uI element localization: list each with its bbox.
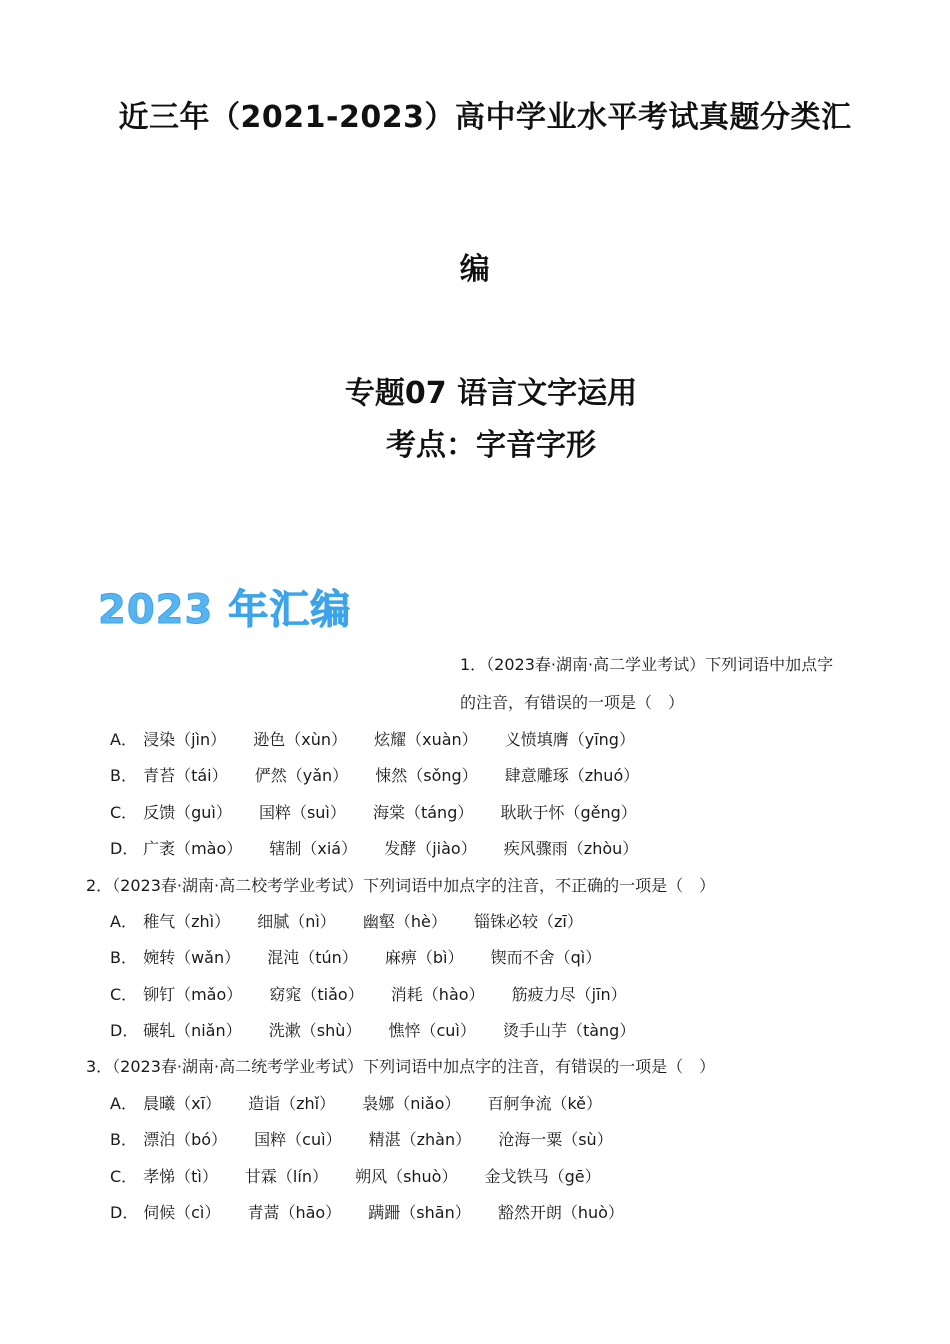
option-item: 发酵（jiào） — [384, 839, 477, 858]
option-item: 袅娜（niǎo） — [362, 1094, 461, 1113]
question-3-option-d — [110, 1200, 646, 1223]
option-item: 窈窕（tiǎo） — [269, 985, 364, 1004]
option-item: 碾轧（niǎn） — [143, 1021, 242, 1040]
question-2-option-a — [110, 909, 605, 932]
question-2-option-d — [110, 1018, 657, 1041]
question-1-stem-a: 1．（2023春·湖南·高二学业考试）下列词语中加点字 — [460, 655, 834, 674]
option-item: 铆钉（mǎo） — [143, 985, 243, 1004]
option-item: 消耗（hào） — [390, 985, 485, 1004]
option-letter: B． — [110, 1130, 137, 1149]
option-letter: C． — [110, 803, 138, 822]
option-item: 百舸争流（kě） — [487, 1094, 603, 1113]
option-item: 青苔（tái） — [143, 766, 228, 785]
option-letter: A． — [110, 1094, 137, 1113]
option-item: 耿耿于怀（gěng） — [500, 803, 637, 822]
option-item: 国粹（suì） — [258, 803, 346, 822]
option-item: 幽壑（hè） — [362, 912, 447, 931]
option-letter: B． — [110, 766, 137, 785]
option-item: 漂泊（bó） — [143, 1130, 228, 1149]
option-letter: C． — [110, 1167, 138, 1186]
option-item: 甘霖（lín） — [244, 1167, 328, 1186]
option-item: 浸染（jìn） — [143, 730, 227, 749]
option-item: 锱铢必较（zī） — [473, 912, 583, 931]
option-letter: A． — [110, 730, 137, 749]
question-3-stem: 3．（2023春·湖南·高二统考学业考试）下列词语中加点字的注音，有错误的一项是（ ） — [86, 1057, 716, 1076]
option-item: 青蒿（hāo） — [247, 1203, 342, 1222]
option-letter: D． — [110, 1021, 139, 1040]
question-1-option-a — [110, 727, 657, 750]
option-item: 洗漱（shù） — [268, 1021, 362, 1040]
question-3-option-a — [110, 1091, 624, 1114]
option-item: 肆意雕琢（zhuó） — [504, 766, 640, 785]
option-item: 国粹（cuì） — [254, 1130, 342, 1149]
option-letter: D． — [110, 1203, 139, 1222]
option-letter: D． — [110, 839, 139, 858]
option-item: 沧海一粟（sù） — [498, 1130, 613, 1149]
question-3-option-b — [110, 1127, 635, 1150]
option-item: 婉转（wǎn） — [143, 948, 241, 967]
option-item: 义愤填膺（yīng） — [504, 730, 635, 749]
option-item: 筋疲力尽（jīn） — [511, 985, 627, 1004]
point-title: 考点：字音字形 — [386, 428, 596, 463]
option-letter: A． — [110, 912, 137, 931]
option-item: 晨曦（xī） — [143, 1094, 222, 1113]
option-item: 稚气（zhì） — [143, 912, 231, 931]
option-item: 海棠（táng） — [372, 803, 474, 822]
question-3-option-c — [110, 1164, 623, 1187]
option-item: 逊色（xùn） — [253, 730, 347, 749]
option-item: 豁然开朗（huò） — [497, 1203, 624, 1222]
option-item: 憔悴（cuì） — [388, 1021, 476, 1040]
question-2-option-b — [110, 945, 623, 968]
question-1-option-c — [110, 800, 659, 823]
document-title-line-2: 编 — [459, 252, 491, 287]
topic-title: 专题07 语言文字运用 — [344, 376, 638, 411]
question-2-stem: 2．（2023春·湖南·高二校考学业考试）下列词语中加点字的注音，不正确的一项是（ ） — [86, 876, 716, 895]
option-item: 朔风（shuò） — [355, 1167, 458, 1186]
option-item: 辖制（xiá） — [269, 839, 358, 858]
option-item: 混沌（tún） — [267, 948, 358, 967]
option-item: 细腻（nì） — [257, 912, 336, 931]
document-title-line-1: 近三年（2021-2023）高中学业水平考试真题分类汇 — [118, 100, 852, 135]
option-letter: B． — [110, 948, 137, 967]
option-item: 伺候（cì） — [143, 1203, 221, 1222]
option-item: 精湛（zhàn） — [368, 1130, 472, 1149]
option-item: 孝悌（tì） — [143, 1167, 218, 1186]
option-item: 烫手山芋（tàng） — [502, 1021, 636, 1040]
option-item: 蹒跚（shān） — [368, 1203, 471, 1222]
option-item: 造诣（zhǐ） — [248, 1094, 336, 1113]
question-1-stem-b: 的注音，有错误的一项是（ ） — [460, 693, 685, 712]
option-item: 反馈（guì） — [143, 803, 232, 822]
option-item: 广袤（mào） — [143, 839, 243, 858]
question-1-option-b — [110, 763, 661, 786]
question-1-option-d — [110, 836, 660, 859]
option-item: 俨然（yǎn） — [254, 766, 349, 785]
option-item: 金戈铁马（gē） — [484, 1167, 601, 1186]
question-2-option-c — [110, 982, 649, 1005]
year-section-label: 2023 年汇编 — [98, 587, 352, 633]
option-item: 麻痹（bì） — [384, 948, 464, 967]
option-item: 炫耀（xuàn） — [374, 730, 478, 749]
option-item: 锲而不舍（qì） — [490, 948, 602, 967]
option-item: 悚然（sǒng） — [375, 766, 478, 785]
option-letter: C． — [110, 985, 138, 1004]
option-item: 疾风骤雨（zhòu） — [503, 839, 639, 858]
